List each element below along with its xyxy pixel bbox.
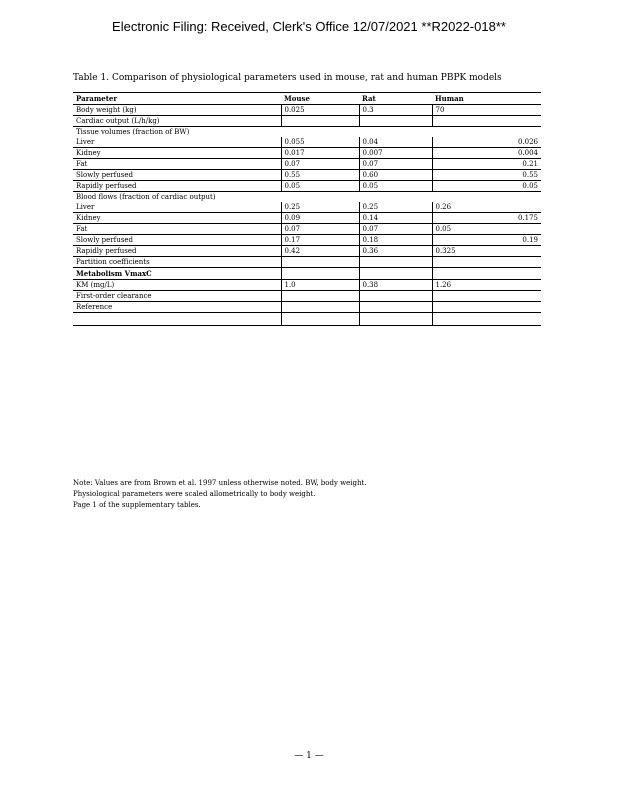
table-cell: 0.004	[432, 148, 541, 159]
table-cell: KM (mg/L)	[73, 280, 281, 291]
table-row	[73, 202, 541, 213]
table-row	[73, 127, 541, 138]
table-cell: 0.175	[432, 213, 541, 224]
table-cell: 0.42	[281, 246, 359, 257]
note-line: Note: Values are from Brown et al. 1997 unless otherwise noted. BW, body weight.	[73, 479, 367, 487]
table-notes	[73, 478, 613, 511]
table-cell: 0.017	[281, 148, 359, 159]
table-cell: First-order clearance	[73, 291, 281, 302]
table-cell: Slowly perfused	[73, 170, 281, 181]
table-cell: 0.05	[359, 181, 432, 192]
table-row	[73, 170, 541, 181]
table-cell	[432, 268, 541, 280]
table-cell: Body weight (kg)	[73, 105, 281, 116]
table-cell	[432, 116, 541, 127]
table-row	[73, 105, 541, 116]
table-cell: Kidney	[73, 148, 281, 159]
table-cell: Partition coefficients	[73, 257, 281, 268]
table-cell	[359, 268, 432, 280]
table-cell: 0.04	[359, 137, 432, 148]
column-header-mouse: Mouse	[281, 93, 359, 105]
table-cell: 0.18	[359, 235, 432, 246]
table-row	[73, 302, 541, 313]
parameters-table	[73, 92, 541, 326]
table-cell: Rapidly perfused	[73, 181, 281, 192]
table-row	[73, 257, 541, 268]
table-row	[73, 137, 541, 148]
table-cell: 0.05	[281, 181, 359, 192]
table-cell: 0.07	[359, 224, 432, 235]
table-cell: Reference	[73, 302, 281, 313]
table-cell: 0.025	[281, 105, 359, 116]
table-cell: Liver	[76, 203, 95, 211]
table-cell: 0.07	[281, 224, 359, 235]
table-row	[73, 148, 541, 159]
table-row	[73, 291, 541, 302]
note-line: Physiological parameters were scaled allometrically to body weight.	[73, 490, 316, 498]
table-cell: Liver	[76, 138, 95, 146]
column-header-human: Human	[432, 93, 541, 105]
table-cell: 0.026	[432, 137, 541, 148]
table-cell	[281, 302, 359, 313]
table-cell	[359, 302, 432, 313]
table-row	[73, 159, 541, 170]
table-row	[73, 246, 541, 257]
table-row	[73, 224, 541, 235]
table-cell: 0.14	[359, 213, 432, 224]
table-header-row	[73, 93, 541, 105]
table-cell	[281, 116, 359, 127]
table-cell: Fat	[73, 159, 281, 170]
table-cell: 0.36	[359, 246, 432, 257]
column-header-rat: Rat	[359, 93, 432, 105]
table-cell: 0.60	[359, 170, 432, 181]
table-cell: 0.38	[359, 280, 432, 291]
table-cell: 1.26	[432, 280, 541, 291]
table-row	[73, 181, 541, 192]
table-cell: Fat	[73, 224, 281, 235]
table-row	[73, 280, 541, 291]
table-cell: 0.19	[432, 235, 541, 246]
page-number: — 1 —	[294, 751, 324, 761]
table-row	[73, 213, 541, 224]
table-cell: 0.55	[281, 170, 359, 181]
table-row	[73, 192, 541, 203]
table-cell: Slowly perfused	[73, 235, 281, 246]
table-cell	[432, 302, 541, 313]
table-cell: 0.55	[432, 170, 541, 181]
table-cell	[359, 257, 432, 268]
table-cell	[281, 268, 359, 280]
table-bottom-rule	[73, 313, 541, 326]
table-cell: 0.26	[432, 202, 541, 213]
table-row	[73, 268, 541, 280]
table-cell	[432, 257, 541, 268]
table-cell: 0.055	[281, 137, 359, 148]
table-cell: 0.21	[432, 159, 541, 170]
table-cell: 0.17	[281, 235, 359, 246]
table-cell	[281, 291, 359, 302]
table-cell: 0.007	[359, 148, 432, 159]
filing-header: Electronic Filing: Received, Clerk's Office 12/07/2021 **R2022-018**	[112, 19, 506, 34]
table-cell: 0.07	[281, 159, 359, 170]
column-header-parameter: Parameter	[73, 93, 281, 105]
table-cell: 1.0	[281, 280, 359, 291]
table-cell: 0.325	[432, 246, 541, 257]
table-cell: 0.07	[359, 159, 432, 170]
table-cell: Rapidly perfused	[73, 246, 281, 257]
table-cell: Metabolism VmaxC	[73, 268, 281, 280]
note-line: Page 1 of the supplementary tables.	[73, 501, 201, 509]
table-cell	[359, 291, 432, 302]
table-cell: 0.25	[359, 202, 432, 213]
table-cell	[359, 116, 432, 127]
table-cell	[281, 257, 359, 268]
table-cell	[432, 291, 541, 302]
table-cell: Cardiac output (L/h/kg)	[73, 116, 281, 127]
table-row	[73, 116, 541, 127]
table-section-label: Blood flows (fraction of cardiac output)	[73, 192, 541, 203]
table-section-label: Tissue volumes (fraction of BW)	[73, 127, 541, 138]
table-title: Table 1. Comparison of physiological parameters used in mouse, rat and human PBPK models	[73, 73, 502, 83]
table-row	[73, 235, 541, 246]
table-cell: 0.09	[281, 213, 359, 224]
table-cell: 0.3	[359, 105, 432, 116]
table-cell: Kidney	[73, 213, 281, 224]
table-cell: 70	[432, 105, 541, 116]
table-cell: 0.05	[432, 224, 541, 235]
table-cell: 0.05	[432, 181, 541, 192]
table-cell: 0.25	[281, 202, 359, 213]
